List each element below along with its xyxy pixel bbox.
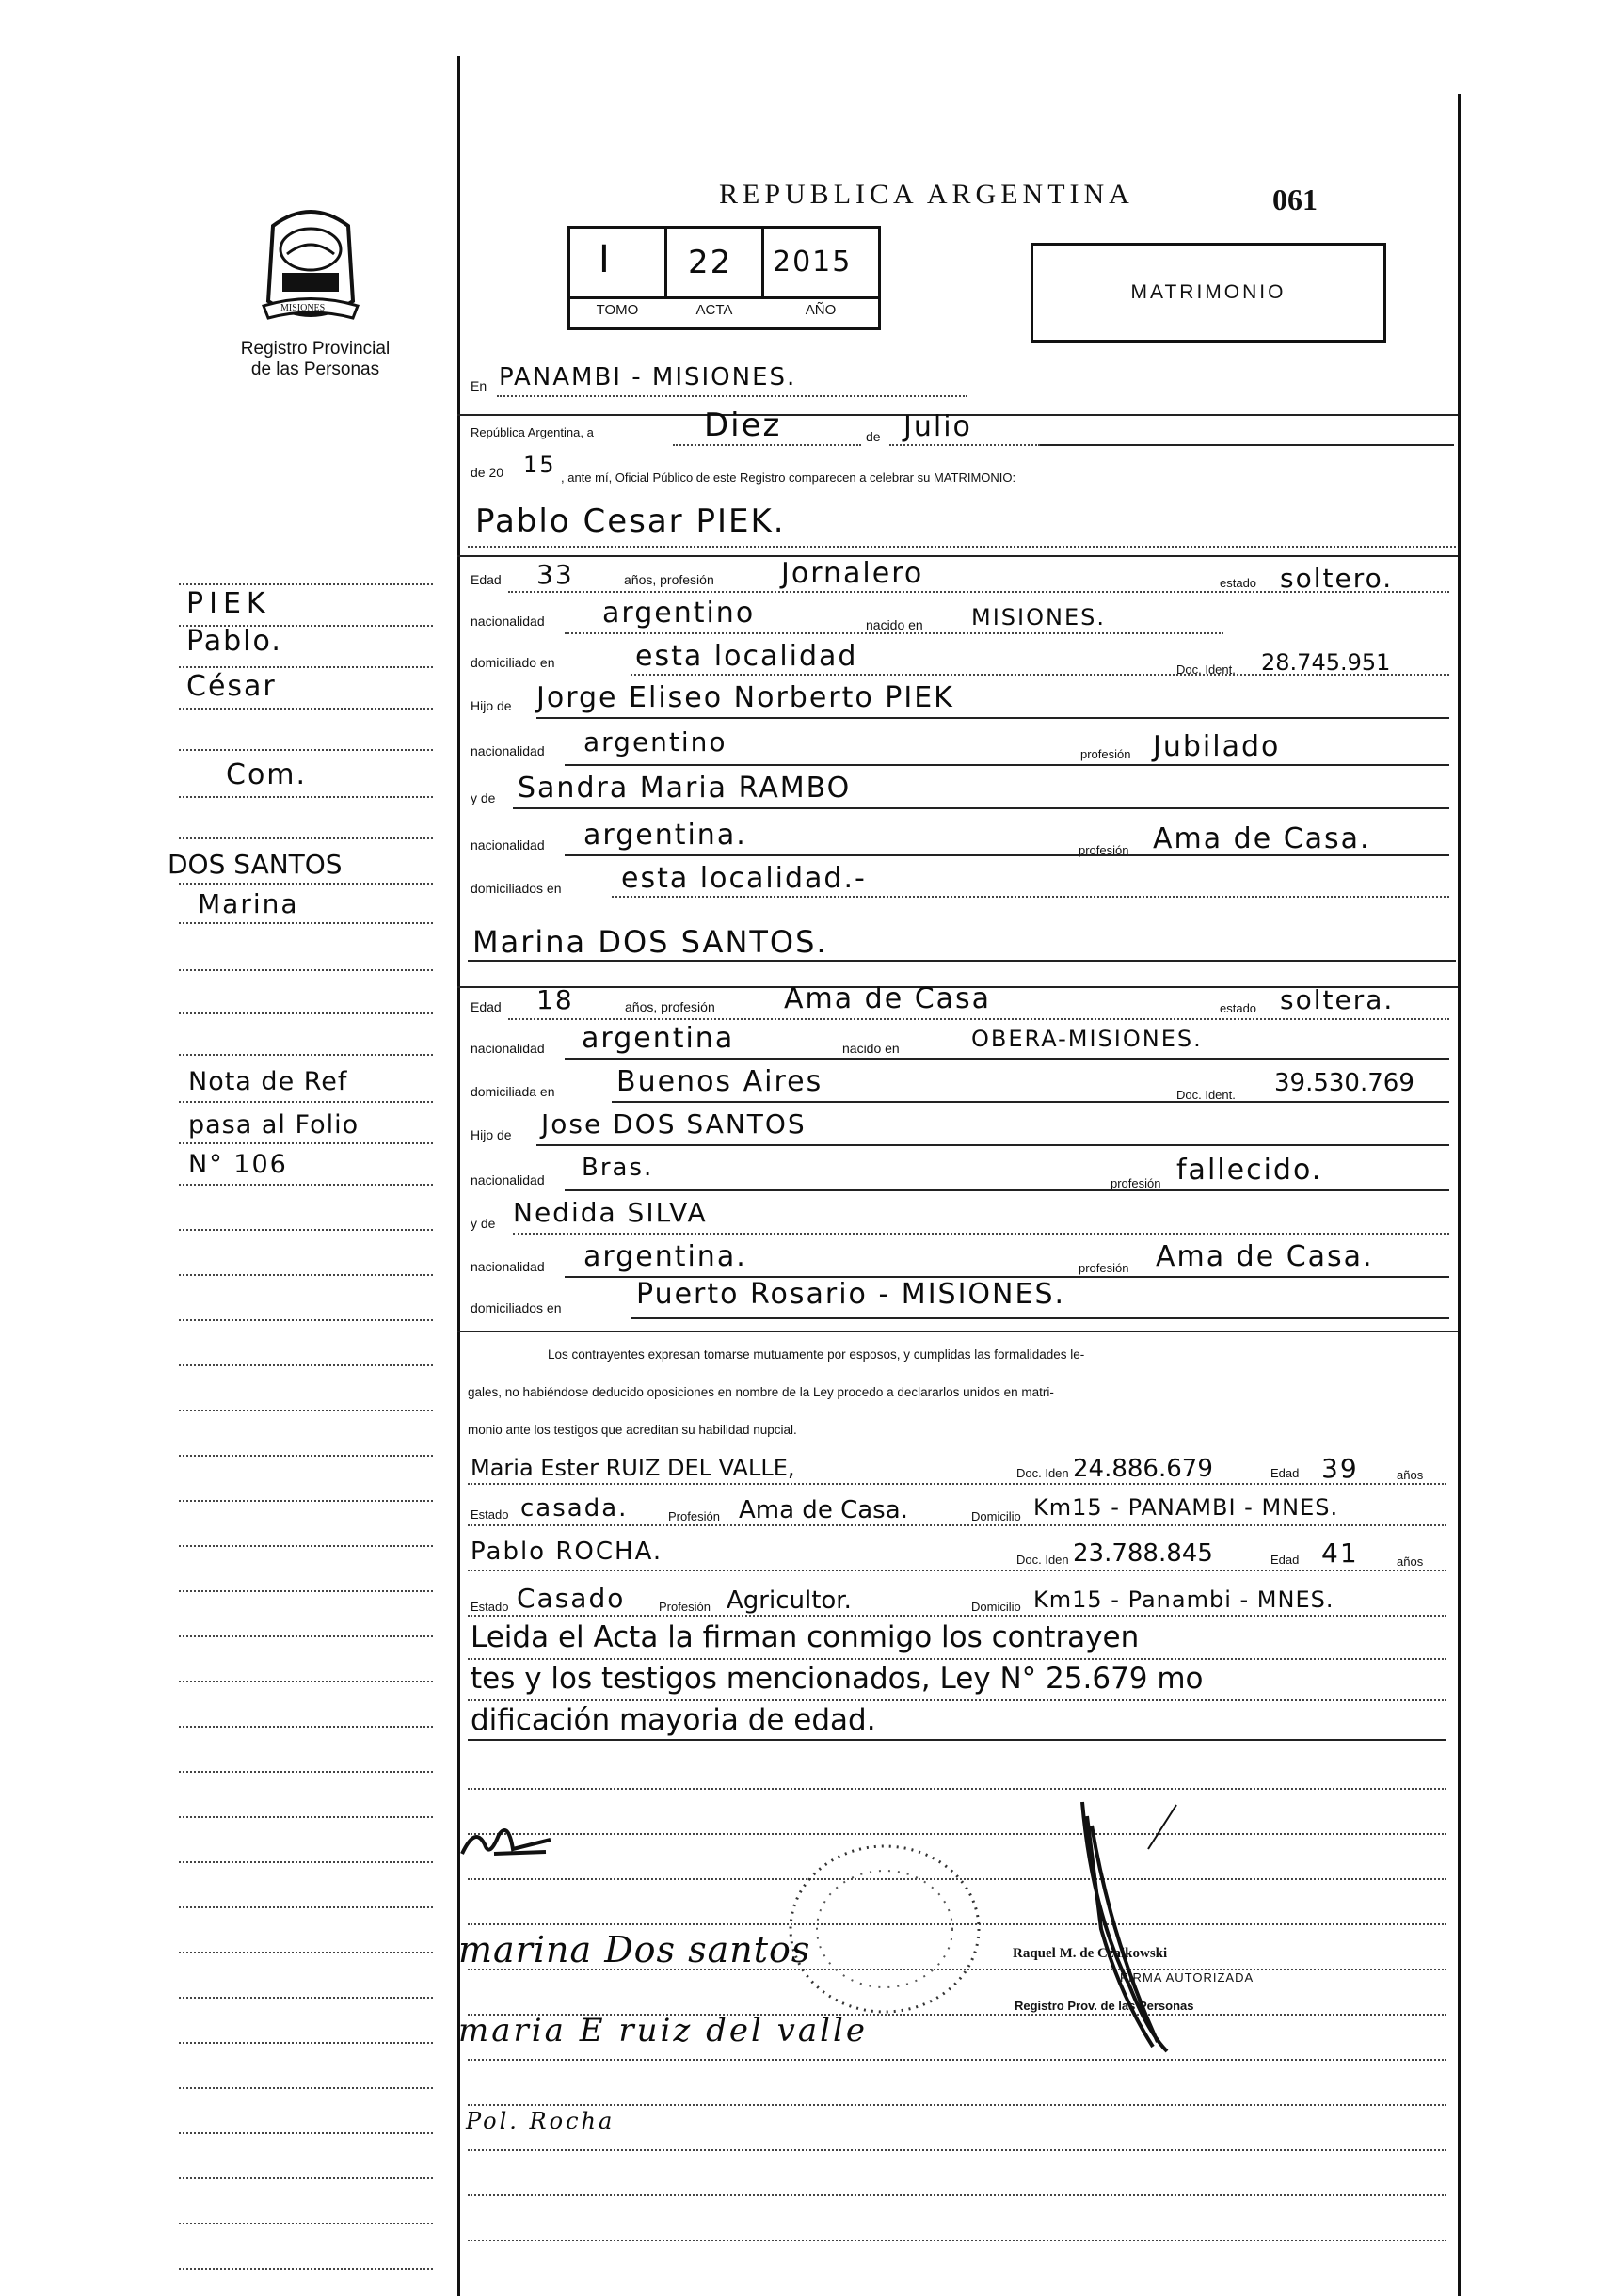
label-domiciliado-en: domiciliado en (471, 655, 555, 670)
bride-mother-profession: Ama de Casa. (1156, 1240, 1374, 1273)
label-nacido-en: nacido en (866, 617, 923, 632)
margin-surname: PIEK (186, 587, 271, 620)
label-anos-w2: años (1397, 1555, 1424, 1569)
groom-father-profession: Jubilado (1153, 730, 1281, 763)
label-profesion-w1: Profesión (668, 1509, 720, 1523)
bride-profession: Ama de Casa (784, 982, 992, 1015)
label-doc-ident: Doc. Ident. (1176, 662, 1236, 677)
bride-father: Jose DOS SANTOS (541, 1108, 807, 1140)
witness-2-name: Pablo ROCHA. (471, 1538, 663, 1566)
acta-value: 22 (688, 244, 733, 281)
label-edad-w2: Edad (1270, 1553, 1300, 1567)
label-nacionalidad-bride: nacionalidad (471, 1041, 545, 1056)
label-estado: estado (1220, 576, 1257, 590)
acta-label: ACTA (695, 302, 733, 318)
month-value: Julio (903, 410, 972, 443)
margin-note-line-2: pasa al Folio (188, 1110, 360, 1140)
act-type-box (1031, 243, 1386, 343)
groom-signature (456, 1816, 560, 1873)
label-nacionalidad: nacionalidad (471, 614, 545, 629)
year-suffix: 15 (523, 452, 556, 478)
ante-mi-text: , ante mí, Oficial Público de este Registro comparecen a celebrar su MATRIMONIO: (561, 470, 1016, 485)
margin-second-name: César (186, 670, 277, 703)
groom-doc-number: 28.745.951 (1261, 649, 1391, 676)
country-title: REPUBLICA ARGENTINA (719, 179, 1134, 210)
official-stamp (781, 1835, 988, 2023)
witness-2-profession: Agricultor. (727, 1586, 852, 1615)
groom-father: Jorge Eliseo Norberto PIEK (536, 681, 954, 714)
label-profesion-bride-mother: profesión (1079, 1261, 1129, 1275)
label-nacido-en-bride: nacido en (842, 1041, 900, 1056)
label-domiciliados-en: domiciliados en (471, 881, 562, 896)
groom-nationality: argentino (602, 597, 756, 630)
witness-1-age: 39 (1321, 1453, 1359, 1484)
groom-mother-nationality: argentina. (583, 819, 747, 852)
label-anos-w1: años (1397, 1468, 1424, 1482)
label-domiciliados-en-bride: domiciliados en (471, 1300, 562, 1315)
label-nacionalidad-mother: nacionalidad (471, 837, 545, 853)
bride-mother: Nedida SILVA (513, 1197, 708, 1228)
tomo-label: TOMO (596, 302, 639, 318)
declaration-paragraph (468, 1336, 1437, 1449)
bride-father-nationality: Bras. (582, 1154, 654, 1182)
de-label: de (866, 429, 881, 444)
tomo-value: I (599, 238, 612, 281)
bride-parents-domicile: Puerto Rosario - MISIONES. (636, 1278, 1066, 1311)
page-border-right (1458, 94, 1461, 2296)
label-edad-bride: Edad (471, 999, 502, 1014)
label-profesion-w2: Profesión (659, 1600, 711, 1614)
registry-line-2: de las Personas (250, 359, 380, 379)
registry-line-1: Registro Provincial (240, 339, 391, 359)
anio-label: AÑO (805, 302, 837, 318)
closing-line-3: dificación mayoria de edad. (471, 1703, 876, 1737)
label-doc-iden-w2: Doc. Iden (1016, 1553, 1069, 1567)
official-registry: Registro Prov. de las Personas (1015, 1999, 1194, 2013)
label-estado-w2: Estado (471, 1600, 509, 1614)
margin-com: Com. (226, 758, 308, 791)
declaration-line-2: gales, no habiéndose deducido oposiciones en nombre de la Ley procedo a declararlos unidos en matri- (468, 1385, 1054, 1399)
witness-2-age: 41 (1321, 1538, 1359, 1569)
label-estado-w1: Estado (471, 1507, 509, 1522)
label-y-de: y de (471, 790, 496, 805)
page-number: 061 (1272, 183, 1318, 216)
groom-marital-status: soltero. (1280, 563, 1394, 594)
label-edad-w1: Edad (1270, 1466, 1300, 1480)
bride-doc-number: 39.530.769 (1274, 1069, 1414, 1097)
label-domicilio-w1: Domicilio (971, 1509, 1021, 1523)
bride-birthplace: OBERA-MISIONES. (971, 1026, 1203, 1052)
witness-1-status: casada. (520, 1494, 629, 1523)
margin-note-line-3: N° 106 (188, 1150, 288, 1179)
registry-index-box (567, 226, 881, 330)
official-title: FIRMA AUTORIZADA (1120, 1970, 1254, 1985)
label-profesion-father: profesión (1080, 747, 1131, 761)
witness-1-domicile: Km15 - PANAMBI - MNES. (1033, 1494, 1339, 1521)
bride-signature: marina Dos santos (458, 1929, 811, 1970)
bride-full-name: Marina DOS SANTOS. (472, 924, 828, 960)
day-value: Diez (704, 407, 782, 444)
label-nacionalidad-bride-mother: nacionalidad (471, 1259, 545, 1274)
margin-spouse-surname: DOS SANTOS (168, 849, 343, 880)
bride-father-profession: fallecido. (1176, 1154, 1323, 1187)
groom-age: 33 (536, 559, 574, 590)
margin-first-name: Pablo. (186, 625, 282, 658)
registry-name (198, 339, 433, 380)
groom-mother: Sandra Maria RAMBO (518, 772, 852, 805)
bride-mother-nationality: argentina. (583, 1240, 747, 1273)
bride-nationality: argentina (582, 1022, 735, 1055)
groom-domicile: esta localidad (635, 640, 858, 673)
official-signature (1063, 1797, 1195, 2061)
official-name: Raquel M. de Czaikowski (1013, 1946, 1168, 1961)
groom-parents-domicile: esta localidad.- (621, 862, 867, 895)
groom-mother-profession: Ama de Casa. (1153, 822, 1371, 855)
act-type-label: MATRIMONIO (1130, 281, 1286, 303)
witness-1-profession: Ama de Casa. (739, 1496, 908, 1524)
closing-line-1: Leida el Acta la firman conmigo los contrayen (471, 1620, 1140, 1654)
bride-age: 18 (536, 984, 574, 1015)
coat-of-arms-seal (254, 198, 367, 329)
label-hijo-de: Hijo de (471, 698, 512, 713)
witness-2-signature: Pol. Rocha (466, 2108, 615, 2134)
anio-value: 2015 (773, 246, 853, 279)
label-anos-profesion-bride: años, profesión (625, 999, 715, 1014)
groom-profession: Jornalero (781, 557, 924, 590)
groom-full-name: Pablo Cesar PIEK. (475, 502, 786, 540)
label-nacionalidad-bride-father: nacionalidad (471, 1172, 545, 1188)
label-hijo-de-bride: Hijo de (471, 1127, 512, 1142)
bride-domicile: Buenos Aires (616, 1065, 823, 1098)
witness-1-signature: maria E ruiz del valle (458, 2012, 869, 2049)
margin-spouse-name: Marina (198, 888, 299, 919)
label-anos-profesion: años, profesión (624, 572, 714, 587)
place-value: PANAMBI - MISIONES. (499, 363, 797, 391)
groom-birthplace: MISIONES. (971, 604, 1106, 630)
witness-2-status: Casado (517, 1583, 626, 1614)
witness-2-domicile: Km15 - Panambi - MNES. (1033, 1586, 1334, 1613)
year-prefix: de 20 (471, 465, 504, 480)
witness-1-name: Maria Ester RUIZ DEL VALLE, (471, 1455, 795, 1481)
label-doc-ident-bride: Doc. Ident. (1176, 1088, 1236, 1102)
label-y-de-bride: y de (471, 1216, 496, 1231)
declaration-line-3: monio ante los testigos que acreditan su habilidad nupcial. (468, 1423, 797, 1437)
bride-marital-status: soltera. (1280, 984, 1395, 1015)
witness-1-doc: 24.886.679 (1073, 1455, 1213, 1483)
label-estado-bride: estado (1220, 1001, 1257, 1015)
label-doc-iden-w1: Doc. Iden (1016, 1466, 1069, 1480)
republica-label: República Argentina, a (471, 425, 594, 439)
coat-of-arms-label: MISIONES (280, 303, 326, 313)
closing-line-2: tes y los testigos mencionados, Ley N° 25.679 mo (471, 1662, 1204, 1696)
groom-father-nationality: argentino (583, 726, 727, 757)
margin-note-line-1: Nota de Ref (188, 1067, 348, 1096)
declaration-line-1: Los contrayentes expresan tomarse mutuamente por esposos, y cumplidas las formalidades le- (548, 1347, 1085, 1362)
label-nacionalidad-father: nacionalidad (471, 743, 545, 758)
witness-2-doc: 23.788.845 (1073, 1539, 1213, 1568)
label-edad: Edad (471, 572, 502, 587)
label-profesion-bride-father: profesión (1111, 1176, 1161, 1190)
label-domicilio-w2: Domicilio (971, 1600, 1021, 1614)
label-domiciliada-en: domiciliada en (471, 1084, 555, 1099)
label-profesion-mother: profesión (1079, 843, 1129, 857)
en-label: En (471, 378, 487, 393)
